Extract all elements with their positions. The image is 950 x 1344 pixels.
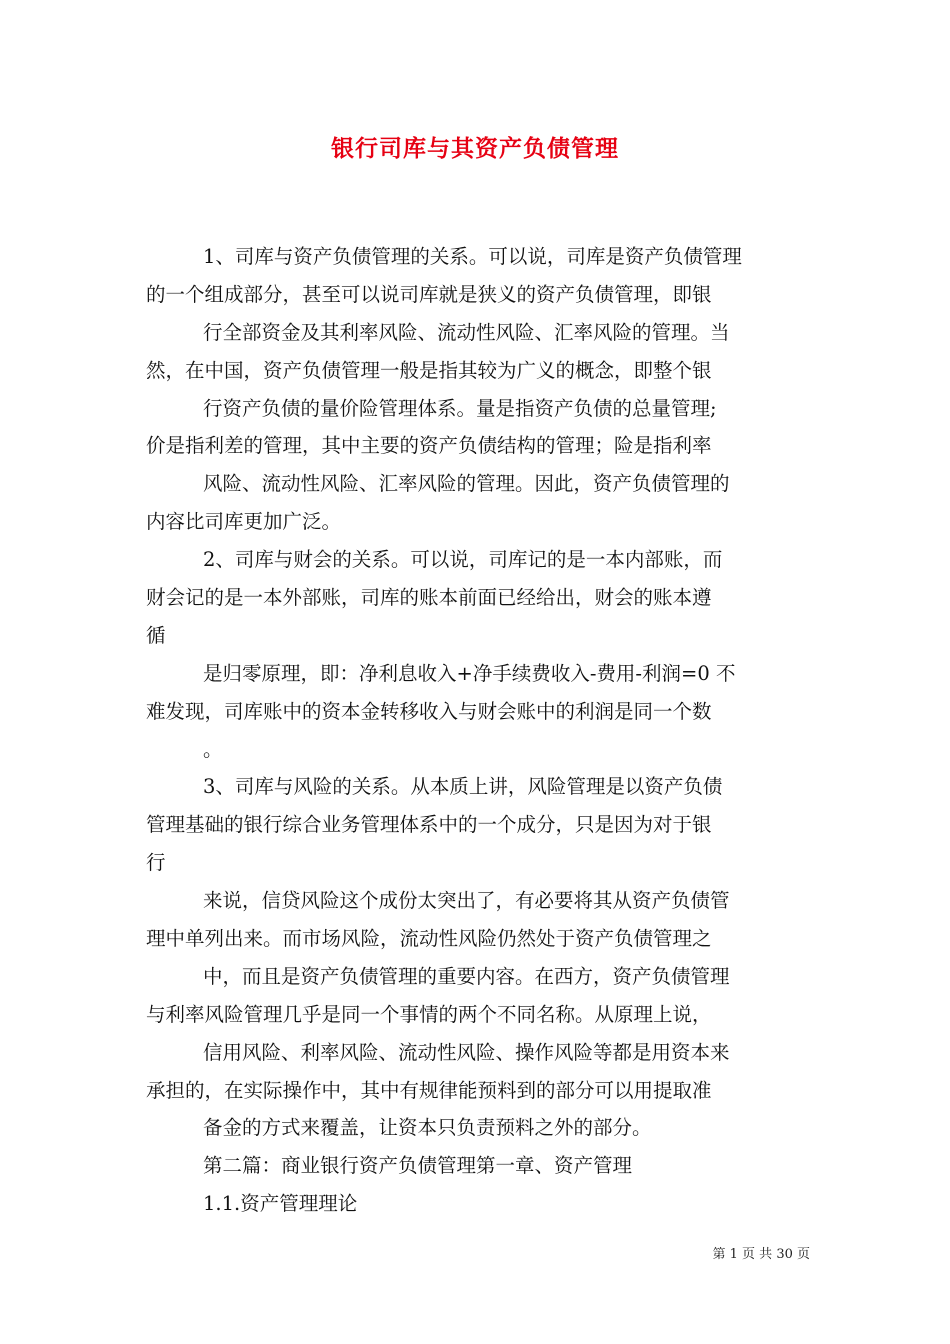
subsection-heading-1-1: 1.1.资产管理理论 (203, 1192, 358, 1216)
paragraph-1-line-3: 行全部资金及其利率风险、流动性风险、汇率风险的管理。当 (203, 320, 730, 344)
section-heading-part-2: 第二篇：商业银行资产负债管理第一章、资产管理 (203, 1154, 633, 1178)
paragraph-2-line-6: 。 (203, 737, 223, 761)
paragraph-1-line-2: 的一个组成部分，甚至可以说司库就是狭义的资产负债管理，即银 (146, 282, 712, 306)
paragraph-3-line-9: 承担的，在实际操作中，其中有规律能预料到的部分可以用提取准 (146, 1078, 712, 1102)
document-title: 银行司库与其资产负债管理 (331, 135, 619, 162)
paragraph-2-line-4: 是归零原理，即：净利息收入+净手续费收入-费用-利润=0 不 (203, 661, 736, 685)
paragraph-1-line-1: 1、司库与资产负债管理的关系。可以说，司库是资产负债管理 (203, 245, 742, 268)
paragraph-2-line-2: 财会记的是一本外部账，司库的账本前面已经给出，财会的账本遵 (146, 586, 712, 610)
paragraph-1-line-5: 行资产负债的量价险管理体系。量是指资产负债的总量管理; (203, 396, 717, 420)
paragraph-1-line-7: 风险、流动性风险、汇率风险的管理。因此，资产负债管理的 (203, 472, 730, 496)
paragraph-1-line-8: 内容比司库更加广泛。 (146, 510, 342, 534)
paragraph-3-line-6: 中，而且是资产负债管理的重要内容。在西方，资产负债管理 (203, 964, 730, 988)
paragraph-3-line-5: 理中单列出来。而市场风险，流动性风险仍然处于资产负债管理之 (146, 927, 712, 951)
paragraph-3-line-8: 信用风险、利率风险、流动性风险、操作风险等都是用资本来 (203, 1040, 730, 1064)
document-body (146, 238, 810, 1223)
paragraph-3-line-3: 行 (146, 851, 166, 875)
paragraph-3-line-2: 管理基础的银行综合业务管理体系中的一个成分，只是因为对于银 (146, 813, 712, 837)
paragraph-1-line-4: 然，在中国，资产负债管理一般是指其较为广义的概念，即整个银 (146, 358, 712, 382)
paragraph-3-line-7: 与利率风险管理几乎是同一个事情的两个不同名称。从原理上说， (146, 1002, 712, 1026)
paragraph-2-line-1: 2、司库与财会的关系。可以说，司库记的是一本内部账，而 (203, 548, 723, 572)
paragraph-1-line-6: 价是指利差的管理，其中主要的资产负债结构的管理；险是指利率 (146, 434, 712, 458)
paragraph-2-line-5: 难发现，司库账中的资本金转移收入与财会账中的利润是同一个数 (146, 699, 712, 723)
paragraph-3-line-4: 来说，信贷风险这个成份太突出了，有必要将其从资产负债管 (203, 889, 730, 913)
paragraph-2-line-3: 循 (146, 623, 166, 647)
page-number-footer: 第 1 页 共 30 页 (712, 1247, 810, 1262)
paragraph-3-line-1: 3、司库与风险的关系。从本质上讲，风险管理是以资产负债 (203, 775, 723, 799)
paragraph-3-line-10: 备金的方式来覆盖，让资本只负责预料之外的部分。 (203, 1116, 652, 1140)
